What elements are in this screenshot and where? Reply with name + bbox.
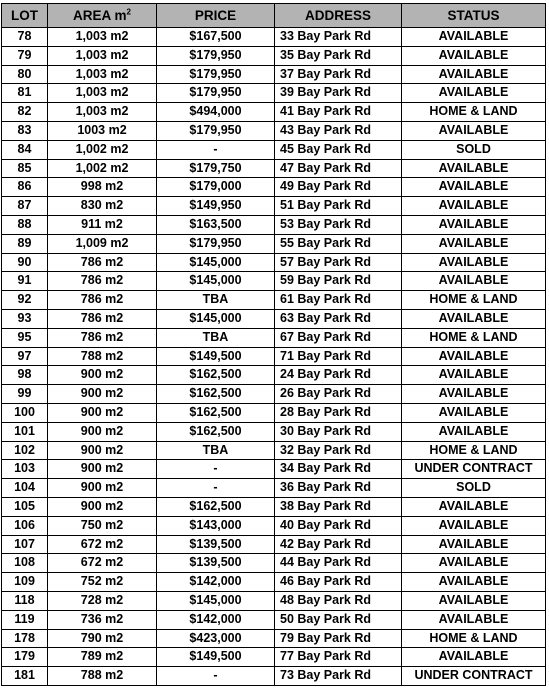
cell-lot: 80 xyxy=(2,65,48,84)
cell-price: $179,950 xyxy=(157,46,275,65)
cell-status: AVAILABLE xyxy=(402,554,546,573)
cell-status: AVAILABLE xyxy=(402,46,546,65)
table-row xyxy=(2,197,546,216)
cell-status: AVAILABLE xyxy=(402,497,546,516)
cell-status: AVAILABLE xyxy=(402,234,546,253)
table-row xyxy=(2,573,546,592)
cell-lot: 108 xyxy=(2,554,48,573)
table-row xyxy=(2,178,546,197)
table-row xyxy=(2,215,546,234)
cell-area: 900 m2 xyxy=(48,479,157,498)
table-row xyxy=(2,497,546,516)
table-row xyxy=(2,84,546,103)
table-row xyxy=(2,629,546,648)
table-row xyxy=(2,610,546,629)
cell-price: - xyxy=(157,140,275,159)
cell-address: 67 Bay Park Rd xyxy=(275,328,402,347)
cell-address: 30 Bay Park Rd xyxy=(275,422,402,441)
cell-status: AVAILABLE xyxy=(402,385,546,404)
cell-status: AVAILABLE xyxy=(402,215,546,234)
cell-lot: 179 xyxy=(2,648,48,667)
cell-status: AVAILABLE xyxy=(402,28,546,47)
cell-lot: 181 xyxy=(2,667,48,686)
cell-lot: 89 xyxy=(2,234,48,253)
header-area-superscript: 2 xyxy=(126,7,131,17)
cell-status: AVAILABLE xyxy=(402,366,546,385)
cell-lot: 102 xyxy=(2,441,48,460)
lot-table-container xyxy=(1,3,545,686)
cell-lot: 85 xyxy=(2,159,48,178)
cell-price: $423,000 xyxy=(157,629,275,648)
cell-area: 1,003 m2 xyxy=(48,46,157,65)
cell-price: $167,500 xyxy=(157,28,275,47)
cell-price: $162,500 xyxy=(157,366,275,385)
cell-area: 900 m2 xyxy=(48,441,157,460)
cell-status: AVAILABLE xyxy=(402,159,546,178)
cell-price: $162,500 xyxy=(157,422,275,441)
cell-address: 41 Bay Park Rd xyxy=(275,103,402,122)
table-row xyxy=(2,234,546,253)
cell-area: 1,002 m2 xyxy=(48,140,157,159)
cell-address: 55 Bay Park Rd xyxy=(275,234,402,253)
cell-area: 900 m2 xyxy=(48,422,157,441)
cell-lot: 81 xyxy=(2,84,48,103)
cell-price: - xyxy=(157,460,275,479)
table-header xyxy=(2,4,546,28)
cell-status: AVAILABLE xyxy=(402,403,546,422)
table-row xyxy=(2,460,546,479)
cell-lot: 106 xyxy=(2,516,48,535)
cell-status: AVAILABLE xyxy=(402,178,546,197)
cell-status: AVAILABLE xyxy=(402,573,546,592)
table-row xyxy=(2,328,546,347)
cell-address: 53 Bay Park Rd xyxy=(275,215,402,234)
cell-status: AVAILABLE xyxy=(402,347,546,366)
cell-area: 786 m2 xyxy=(48,328,157,347)
header-lot: LOT xyxy=(2,4,48,28)
cell-address: 46 Bay Park Rd xyxy=(275,573,402,592)
table-row xyxy=(2,366,546,385)
cell-lot: 107 xyxy=(2,535,48,554)
cell-price: $142,000 xyxy=(157,573,275,592)
cell-lot: 103 xyxy=(2,460,48,479)
cell-status: SOLD xyxy=(402,140,546,159)
cell-lot: 83 xyxy=(2,121,48,140)
cell-price: TBA xyxy=(157,328,275,347)
cell-address: 36 Bay Park Rd xyxy=(275,479,402,498)
table-row xyxy=(2,103,546,122)
cell-address: 32 Bay Park Rd xyxy=(275,441,402,460)
cell-lot: 118 xyxy=(2,591,48,610)
cell-area: 752 m2 xyxy=(48,573,157,592)
cell-status: AVAILABLE xyxy=(402,272,546,291)
cell-area: 900 m2 xyxy=(48,460,157,479)
cell-area: 788 m2 xyxy=(48,667,157,686)
cell-lot: 104 xyxy=(2,479,48,498)
cell-price: $142,000 xyxy=(157,610,275,629)
cell-lot: 101 xyxy=(2,422,48,441)
header-area xyxy=(48,4,157,28)
cell-lot: 84 xyxy=(2,140,48,159)
table-row xyxy=(2,291,546,310)
cell-area: 1,003 m2 xyxy=(48,28,157,47)
cell-area: 1003 m2 xyxy=(48,121,157,140)
cell-area: 789 m2 xyxy=(48,648,157,667)
cell-address: 42 Bay Park Rd xyxy=(275,535,402,554)
header-row xyxy=(2,4,546,28)
cell-price: $145,000 xyxy=(157,591,275,610)
cell-price: $494,000 xyxy=(157,103,275,122)
cell-area: 750 m2 xyxy=(48,516,157,535)
cell-price: $163,500 xyxy=(157,215,275,234)
cell-address: 26 Bay Park Rd xyxy=(275,385,402,404)
cell-address: 34 Bay Park Rd xyxy=(275,460,402,479)
cell-lot: 79 xyxy=(2,46,48,65)
cell-address: 35 Bay Park Rd xyxy=(275,46,402,65)
header-status: STATUS xyxy=(402,4,546,28)
cell-price: $139,500 xyxy=(157,554,275,573)
cell-price: $145,000 xyxy=(157,253,275,272)
cell-address: 45 Bay Park Rd xyxy=(275,140,402,159)
cell-address: 39 Bay Park Rd xyxy=(275,84,402,103)
table-row xyxy=(2,272,546,291)
cell-status: AVAILABLE xyxy=(402,309,546,328)
cell-address: 50 Bay Park Rd xyxy=(275,610,402,629)
table-row xyxy=(2,535,546,554)
cell-price: $179,000 xyxy=(157,178,275,197)
cell-price: $149,500 xyxy=(157,347,275,366)
table-row xyxy=(2,648,546,667)
cell-price: $162,500 xyxy=(157,497,275,516)
cell-area: 911 m2 xyxy=(48,215,157,234)
cell-area: 1,003 m2 xyxy=(48,84,157,103)
table-row xyxy=(2,65,546,84)
cell-price: - xyxy=(157,667,275,686)
table-row xyxy=(2,441,546,460)
cell-status: UNDER CONTRACT xyxy=(402,667,546,686)
table-row xyxy=(2,140,546,159)
cell-address: 61 Bay Park Rd xyxy=(275,291,402,310)
cell-status: HOME & LAND xyxy=(402,441,546,460)
cell-address: 40 Bay Park Rd xyxy=(275,516,402,535)
lot-listing-table xyxy=(1,3,546,686)
cell-address: 71 Bay Park Rd xyxy=(275,347,402,366)
cell-status: AVAILABLE xyxy=(402,253,546,272)
cell-price: $179,750 xyxy=(157,159,275,178)
cell-address: 24 Bay Park Rd xyxy=(275,366,402,385)
cell-area: 1,003 m2 xyxy=(48,103,157,122)
table-row xyxy=(2,422,546,441)
cell-status: AVAILABLE xyxy=(402,535,546,554)
cell-lot: 82 xyxy=(2,103,48,122)
table-row xyxy=(2,28,546,47)
header-address: ADDRESS xyxy=(275,4,402,28)
table-row xyxy=(2,516,546,535)
table-row xyxy=(2,479,546,498)
cell-price: $145,000 xyxy=(157,309,275,328)
cell-address: 48 Bay Park Rd xyxy=(275,591,402,610)
cell-price: $149,950 xyxy=(157,197,275,216)
cell-lot: 98 xyxy=(2,366,48,385)
cell-area: 728 m2 xyxy=(48,591,157,610)
table-row xyxy=(2,253,546,272)
table-body xyxy=(2,28,546,686)
cell-address: 77 Bay Park Rd xyxy=(275,648,402,667)
cell-status: HOME & LAND xyxy=(402,291,546,310)
cell-area: 830 m2 xyxy=(48,197,157,216)
cell-status: AVAILABLE xyxy=(402,197,546,216)
cell-status: AVAILABLE xyxy=(402,591,546,610)
cell-address: 43 Bay Park Rd xyxy=(275,121,402,140)
cell-price: $162,500 xyxy=(157,385,275,404)
cell-area: 672 m2 xyxy=(48,535,157,554)
cell-lot: 90 xyxy=(2,253,48,272)
cell-area: 900 m2 xyxy=(48,403,157,422)
cell-status: AVAILABLE xyxy=(402,84,546,103)
cell-status: UNDER CONTRACT xyxy=(402,460,546,479)
cell-status: AVAILABLE xyxy=(402,65,546,84)
table-row xyxy=(2,554,546,573)
cell-address: 44 Bay Park Rd xyxy=(275,554,402,573)
cell-lot: 92 xyxy=(2,291,48,310)
cell-area: 1,002 m2 xyxy=(48,159,157,178)
cell-area: 900 m2 xyxy=(48,366,157,385)
cell-lot: 87 xyxy=(2,197,48,216)
cell-status: HOME & LAND xyxy=(402,103,546,122)
cell-area: 786 m2 xyxy=(48,253,157,272)
table-row xyxy=(2,667,546,686)
cell-area: 786 m2 xyxy=(48,309,157,328)
cell-lot: 178 xyxy=(2,629,48,648)
cell-address: 59 Bay Park Rd xyxy=(275,272,402,291)
cell-address: 57 Bay Park Rd xyxy=(275,253,402,272)
cell-address: 28 Bay Park Rd xyxy=(275,403,402,422)
cell-status: AVAILABLE xyxy=(402,121,546,140)
cell-lot: 86 xyxy=(2,178,48,197)
cell-area: 786 m2 xyxy=(48,291,157,310)
cell-address: 73 Bay Park Rd xyxy=(275,667,402,686)
cell-area: 1,003 m2 xyxy=(48,65,157,84)
cell-price: $145,000 xyxy=(157,272,275,291)
cell-address: 38 Bay Park Rd xyxy=(275,497,402,516)
cell-lot: 100 xyxy=(2,403,48,422)
cell-area: 786 m2 xyxy=(48,272,157,291)
cell-lot: 109 xyxy=(2,573,48,592)
table-row xyxy=(2,347,546,366)
cell-address: 47 Bay Park Rd xyxy=(275,159,402,178)
cell-area: 790 m2 xyxy=(48,629,157,648)
cell-price: - xyxy=(157,479,275,498)
cell-status: HOME & LAND xyxy=(402,629,546,648)
cell-address: 79 Bay Park Rd xyxy=(275,629,402,648)
table-row xyxy=(2,159,546,178)
cell-address: 49 Bay Park Rd xyxy=(275,178,402,197)
cell-area: 736 m2 xyxy=(48,610,157,629)
table-row xyxy=(2,121,546,140)
cell-area: 998 m2 xyxy=(48,178,157,197)
table-row xyxy=(2,309,546,328)
cell-price: $179,950 xyxy=(157,121,275,140)
table-row xyxy=(2,385,546,404)
cell-lot: 119 xyxy=(2,610,48,629)
header-area-label: AREA m xyxy=(73,8,127,23)
cell-price: $139,500 xyxy=(157,535,275,554)
cell-price: $162,500 xyxy=(157,403,275,422)
cell-address: 63 Bay Park Rd xyxy=(275,309,402,328)
cell-price: $149,500 xyxy=(157,648,275,667)
cell-lot: 105 xyxy=(2,497,48,516)
table-row xyxy=(2,403,546,422)
cell-status: AVAILABLE xyxy=(402,648,546,667)
cell-area: 1,009 m2 xyxy=(48,234,157,253)
cell-price: $179,950 xyxy=(157,84,275,103)
cell-price: TBA xyxy=(157,441,275,460)
cell-lot: 88 xyxy=(2,215,48,234)
header-price: PRICE xyxy=(157,4,275,28)
cell-lot: 91 xyxy=(2,272,48,291)
table-row xyxy=(2,591,546,610)
cell-price: $179,950 xyxy=(157,65,275,84)
cell-status: AVAILABLE xyxy=(402,610,546,629)
cell-area: 788 m2 xyxy=(48,347,157,366)
cell-lot: 93 xyxy=(2,309,48,328)
cell-area: 900 m2 xyxy=(48,385,157,404)
cell-status: SOLD xyxy=(402,479,546,498)
table-row xyxy=(2,46,546,65)
cell-address: 37 Bay Park Rd xyxy=(275,65,402,84)
cell-price: TBA xyxy=(157,291,275,310)
cell-status: AVAILABLE xyxy=(402,516,546,535)
cell-lot: 95 xyxy=(2,328,48,347)
cell-price: $143,000 xyxy=(157,516,275,535)
cell-status: HOME & LAND xyxy=(402,328,546,347)
cell-price: $179,950 xyxy=(157,234,275,253)
cell-address: 51 Bay Park Rd xyxy=(275,197,402,216)
cell-lot: 99 xyxy=(2,385,48,404)
cell-status: AVAILABLE xyxy=(402,422,546,441)
cell-lot: 78 xyxy=(2,28,48,47)
cell-area: 900 m2 xyxy=(48,497,157,516)
cell-area: 672 m2 xyxy=(48,554,157,573)
cell-lot: 97 xyxy=(2,347,48,366)
cell-address: 33 Bay Park Rd xyxy=(275,28,402,47)
